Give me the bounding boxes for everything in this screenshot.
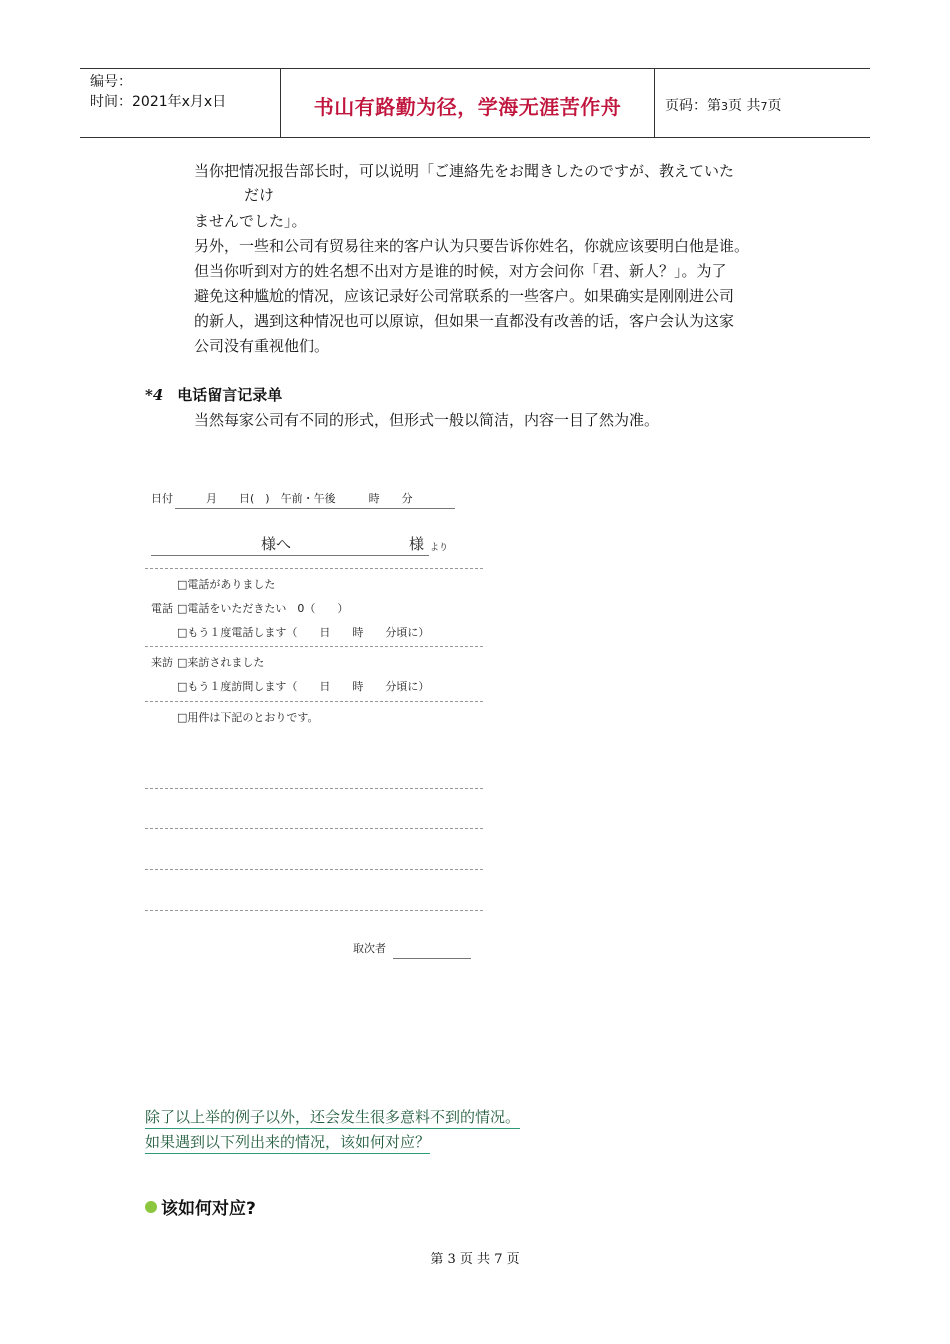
- memo-receiver-underline: [393, 958, 471, 959]
- header-page-cell: [655, 69, 870, 137]
- section-title: 电话留言记录单: [177, 386, 283, 404]
- memo-receiver-label: 取次者: [353, 942, 386, 955]
- motto: 书山有路勤为径，学海无涯苦作舟: [313, 95, 622, 119]
- memo-divider-2: [145, 646, 483, 647]
- memo-from-underline: [295, 555, 429, 556]
- paragraph-line-5: 但当你听到对方的姓名想不出对方是谁的时候，对方会问你「君、新人？」。为了: [194, 262, 727, 280]
- phone-memo-form: [145, 486, 485, 966]
- memo-phone-opt-1: □電話がありました: [177, 578, 276, 591]
- paragraph-line-1: 当你把情况报告部长时，可以说明「ご連絡先をお聞きしたのですが、教えていた: [194, 162, 735, 180]
- section-intro: 当然每家公司有不同的形式，但形式一般以简洁，内容一目了然为准。: [194, 411, 660, 429]
- paragraph-line-3: ませんでした」。: [194, 212, 307, 230]
- serial-label: 编号：: [90, 74, 132, 90]
- page-footer: 第 3 页 共 7 页: [430, 1252, 520, 1267]
- header-meta-cell: [80, 69, 281, 137]
- page-info: [665, 95, 781, 115]
- section-number: *4: [145, 386, 164, 404]
- paragraph-line-4: 另外，一些和公司有贸易往来的客户认为只要告诉你姓名，你就应该要明白他是谁。: [194, 237, 750, 255]
- memo-visit-opt-1: □来訪されました: [177, 656, 265, 669]
- memo-note-line-1: [145, 788, 483, 789]
- memo-from-small: より: [430, 543, 449, 553]
- memo-divider-1: [145, 568, 483, 569]
- paragraph-line-8: 公司没有重视他们。: [194, 337, 330, 355]
- question-heading-text: 该如何对应?: [161, 1199, 256, 1219]
- note-line-2: 如果遇到以下列出来的情况，该如何对应？: [145, 1131, 430, 1154]
- date-label: 时间：2021年x月x日: [90, 94, 227, 110]
- note-line-1: 除了以上举的例子以外，还会发生很多意料不到的情况。: [145, 1106, 520, 1129]
- memo-matter: □用件は下記のとおりです。: [177, 711, 319, 724]
- section-heading: [145, 384, 282, 405]
- memo-date-underline: [175, 508, 455, 509]
- memo-phone-opt-2: □電話をいただきたい 0（ ）: [177, 602, 349, 615]
- memo-note-line-2: [145, 828, 483, 829]
- paragraph-line-2: だけ: [244, 186, 275, 204]
- page-end: 页: [767, 98, 782, 114]
- header-motto-cell: [281, 69, 655, 137]
- paragraph-line-6: 避免这种尴尬的情况，应该记录好公司常联系的一些客户。如果确实是刚刚进公司: [194, 287, 735, 305]
- memo-visit-label: 来訪: [151, 656, 173, 669]
- page-label: 页码：第: [665, 98, 721, 114]
- memo-phone-opt-3: □もう１度電話します（ 日 時 分頃に）: [177, 626, 430, 639]
- question-heading: [145, 1194, 256, 1219]
- memo-note-line-3: [145, 869, 483, 870]
- header-table: [80, 68, 870, 138]
- memo-date-row: 日付 月 日( ) 午前・午後 時 分: [151, 492, 413, 505]
- page-total: 7: [760, 100, 768, 113]
- memo-note-line-4: [145, 910, 483, 911]
- memo-to-underline: [151, 555, 297, 556]
- memo-phone-label: 電話: [151, 602, 173, 615]
- page-num: 3: [721, 100, 728, 113]
- memo-visit-opt-2: □もう１度訪問します（ 日 時 分頃に）: [177, 680, 430, 693]
- memo-from-suffix: 様: [409, 535, 425, 553]
- memo-to-suffix: 様へ: [261, 535, 292, 553]
- paragraph-line-7: 的新人，遇到这种情况也可以原谅，但如果一直都没有改善的话，客户会认为这家: [194, 312, 735, 330]
- green-bullet-icon: [145, 1201, 157, 1213]
- memo-divider-3: [145, 701, 483, 702]
- page-mid: 页 共: [728, 98, 761, 114]
